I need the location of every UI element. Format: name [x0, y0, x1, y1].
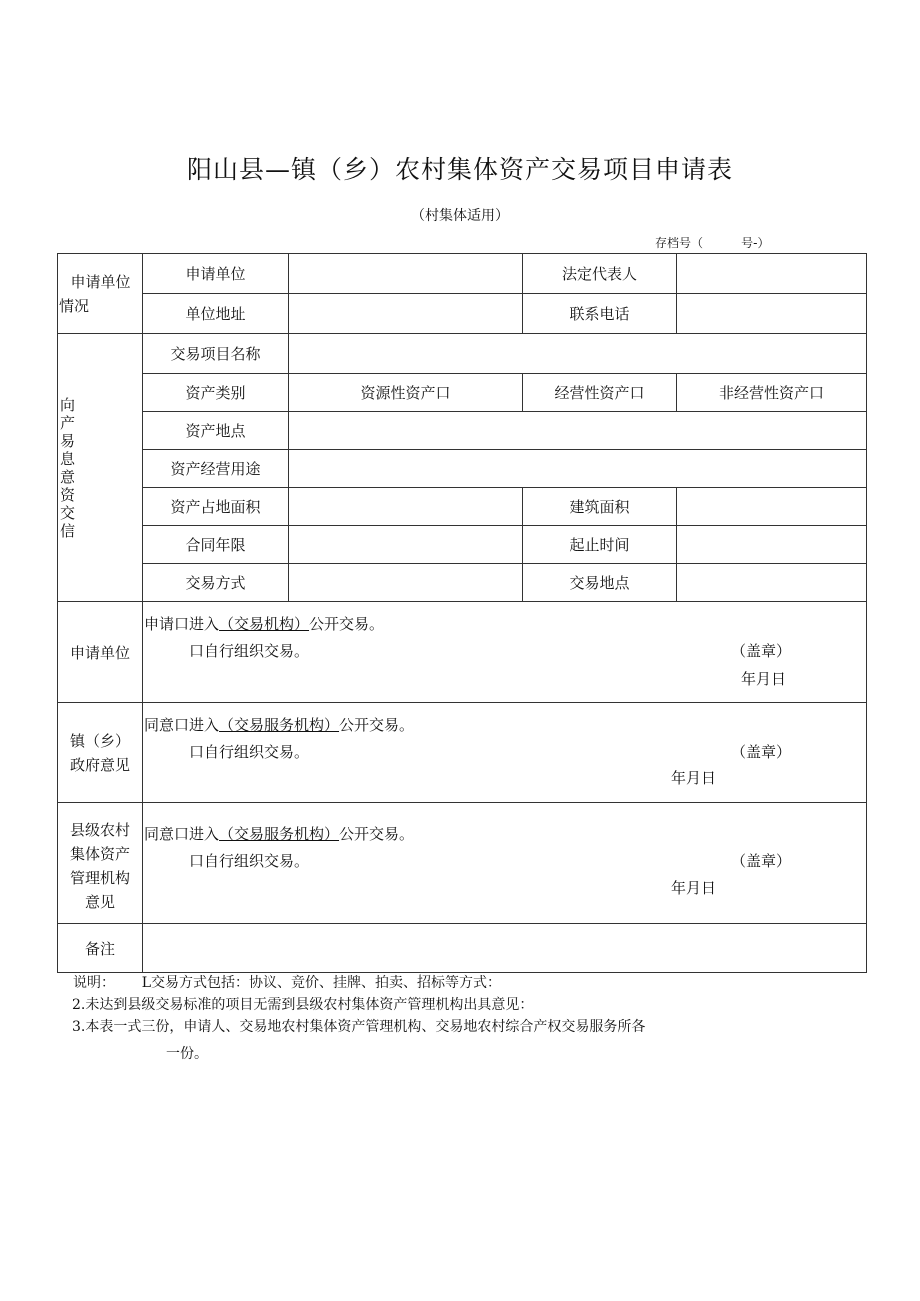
applicant-unit-field[interactable] — [289, 254, 523, 294]
trade-venue-field[interactable] — [677, 564, 867, 602]
contract-term-field[interactable] — [289, 526, 523, 564]
township-opinion-label: 镇（乡） 政府意见 — [58, 703, 143, 803]
trade-method-field[interactable] — [289, 564, 523, 602]
phone-label: 联系电话 — [523, 294, 677, 334]
remark-label: 备注 — [58, 924, 143, 973]
unit-address-label: 单位地址 — [143, 294, 289, 334]
form-title: 阳山县—镇（乡）农村集体资产交易项目申请表 — [186, 155, 733, 184]
asset-use-field[interactable] — [289, 450, 867, 488]
period-label: 起止时间 — [523, 526, 677, 564]
application-form-table — [57, 253, 867, 973]
county-opinion-line2[interactable]: 口自行组织交易。 — [189, 852, 310, 870]
building-area-label: 建筑面积 — [523, 488, 677, 526]
township-seal-text: （盖章） — [731, 743, 792, 761]
note-line-4: 一份。 — [166, 1046, 208, 1062]
note-line-3: 3.本表一式三份，申请人、交易地农村集体资产管理机构、交易地农村综合产权交易服务所各 — [72, 1019, 646, 1035]
county-opinion-cell — [143, 803, 867, 924]
asset-info-group-label: 向产易息意资交信 — [58, 334, 143, 602]
applicant-opinion-cell — [143, 602, 867, 703]
township-date-text: 年月日 — [671, 769, 717, 787]
note-line-2: 2.未达到县级交易标准的项目无需到县级农村集体资产管理机构出具意见： — [72, 997, 534, 1013]
county-date-text: 年月日 — [671, 879, 717, 897]
contract-term-label: 合同年限 — [143, 526, 289, 564]
county-seal-text: （盖章） — [731, 852, 792, 870]
notes-section — [73, 973, 645, 1066]
asset-location-label: 资产地点 — [143, 412, 289, 450]
applicant-seal-text: （盖章） — [731, 642, 792, 660]
land-area-field[interactable] — [289, 488, 523, 526]
archive-number: 存档号（ 号-） — [655, 236, 770, 250]
category-option-resource[interactable]: 资源性资产口 — [289, 374, 523, 412]
phone-field[interactable] — [677, 294, 867, 334]
applicant-date-text: 年月日 — [741, 670, 787, 688]
remark-field[interactable] — [143, 924, 867, 973]
township-opinion-line1[interactable]: 同意口进入（交易服务机构）公开交易。 — [144, 716, 415, 734]
period-field[interactable] — [677, 526, 867, 564]
trade-method-label: 交易方式 — [143, 564, 289, 602]
unit-address-field[interactable] — [289, 294, 523, 334]
asset-category-label: 资产类别 — [143, 374, 289, 412]
legal-rep-field[interactable] — [677, 254, 867, 294]
township-opinion-line2[interactable]: 口自行组织交易。 — [189, 743, 310, 761]
applicant-opinion-line2[interactable]: 口自行组织交易。 — [189, 642, 310, 660]
note-line-1: 说明： L交易方式包括：协议、竞价、挂牌、拍卖、招标等方式： — [73, 975, 501, 991]
category-option-non-operating[interactable]: 非经营性资产口 — [677, 374, 867, 412]
applicant-group-label: 申请单位 情况 — [58, 254, 143, 334]
applicant-unit-label: 申请单位 — [143, 254, 289, 294]
legal-rep-label: 法定代表人 — [523, 254, 677, 294]
county-opinion-line1[interactable]: 同意口进入（交易服务机构）公开交易。 — [144, 825, 415, 843]
asset-use-label: 资产经营用途 — [143, 450, 289, 488]
applicant-opinion-label: 申请单位 — [58, 602, 143, 703]
land-area-label: 资产占地面积 — [143, 488, 289, 526]
applicant-opinion-line1[interactable]: 申请口进入（交易机构）公开交易。 — [144, 615, 385, 633]
trade-venue-label: 交易地点 — [523, 564, 677, 602]
category-option-operating[interactable]: 经营性资产口 — [523, 374, 677, 412]
form-subtitle: （村集体适用） — [411, 208, 509, 224]
county-opinion-label: 县级农村 集体资产 管理机构 意见 — [58, 803, 143, 924]
asset-location-field[interactable] — [289, 412, 867, 450]
building-area-field[interactable] — [677, 488, 867, 526]
project-name-label: 交易项目名称 — [143, 334, 289, 374]
township-opinion-cell — [143, 703, 867, 803]
project-name-field[interactable] — [289, 334, 867, 374]
